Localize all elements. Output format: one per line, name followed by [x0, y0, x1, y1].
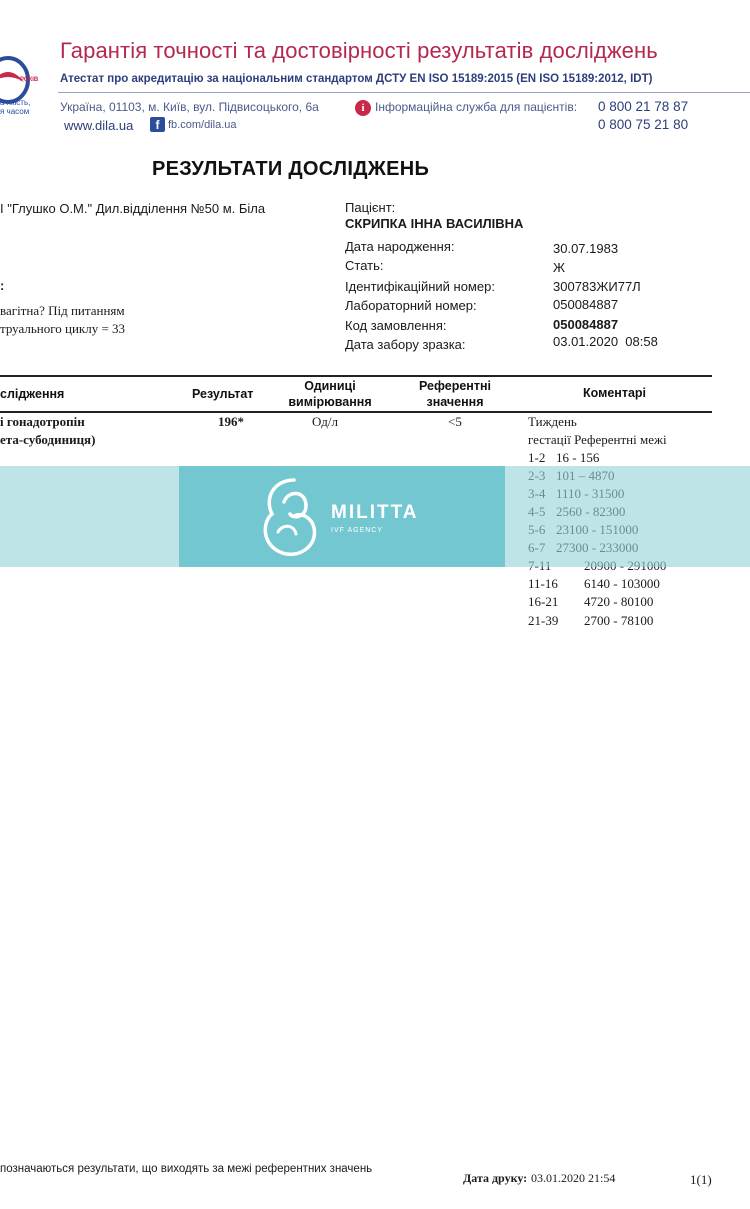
sample-date-value: 03.01.2020 08:58 [553, 334, 658, 349]
lab-number-value: 050084887 [553, 297, 619, 312]
comment-week: 11-16 [528, 576, 558, 591]
referrer-note-1: вагітна? Під питанням [0, 303, 125, 318]
table-top-rule [0, 375, 712, 377]
test-reference-value: <5 [448, 414, 462, 429]
logo-roky-text: РОКІВ [20, 77, 39, 83]
sex-label: Стать: [345, 258, 384, 273]
patient-label: Пацієнт: [345, 200, 396, 215]
col-result-header: Результат [192, 387, 254, 401]
facebook-icon: f [150, 117, 165, 132]
table-header-rule [0, 411, 712, 413]
col-test-header: слідження [0, 387, 65, 401]
print-date-value: 03.01.2020 21:54 [531, 1171, 616, 1185]
print-date-label: Дата друку: [463, 1171, 528, 1185]
header-divider [58, 92, 750, 93]
militta-logo-icon [254, 472, 329, 560]
comment-range: 4720 - 80100 [584, 594, 654, 609]
referrer-note-2: труального циклу = 33 [0, 321, 126, 336]
footer-note: позначаються результати, що виходять за межі референтних значень [0, 1163, 373, 1175]
referrer-colon: : [0, 278, 5, 293]
comment-week: 1-2 [528, 450, 546, 465]
facebook-link[interactable]: fb.com/dila.ua [168, 119, 237, 131]
sex-value: Ж [553, 260, 566, 275]
sample-date-label: Дата забору зразка: [345, 337, 466, 352]
watermark-brand: MILITTA [331, 502, 419, 523]
test-result-value: 196* [218, 414, 244, 429]
comment-range: 2700 - 78100 [584, 613, 654, 628]
test-name-line-1: і гонадотропін [0, 414, 85, 429]
comment-range: 16 - 156 [556, 450, 600, 465]
comment-week: 16-21 [528, 594, 559, 609]
patient-name: СКРИПКА ІННА ВАСИЛІВНА [345, 216, 524, 231]
referrer-clinic: І "Глушко О.М." Дил.відділення №50 м. Біла [0, 201, 266, 216]
comment-ref-head: гестації Референтні межі [528, 432, 667, 447]
watermark-sub: IVF AGENCY [331, 527, 384, 534]
test-units-value: Од/л [312, 414, 338, 429]
document-title: РЕЗУЛЬТАТИ ДОСЛІДЖЕНЬ [152, 158, 430, 180]
col-comments-header: Коментарі [583, 386, 647, 400]
info-icon: i [355, 100, 371, 116]
accreditation-line: Атестат про акредитацію за національним стандартом ДСТУ EN ISO 15189:2015 (EN ISO 15189:2012, IDT) [60, 73, 653, 85]
comment-week-head: Тиждень [528, 414, 577, 429]
test-name-line-2: ета-субодиниця) [0, 432, 96, 447]
comment-range: 6140 - 103000 [584, 576, 660, 591]
lab-address: Україна, 01103, м. Київ, вул. Підвисоцького, 6а [60, 100, 319, 114]
page-number: 1(1) [690, 1172, 712, 1187]
birthdate-value: 30.07.1983 [553, 241, 619, 256]
info-phone-1: 0 800 21 78 87 [598, 99, 689, 114]
col-units-header: Одиниці вимірювання [288, 379, 372, 409]
order-code-value: 050084887 [553, 317, 619, 332]
order-code-label: Код замовлення: [345, 318, 447, 333]
comment-week: 21-39 [528, 613, 559, 628]
id-number-value: 300783ЖИ77Л [553, 279, 641, 294]
col-reference-header: Референтні значення [419, 379, 491, 409]
birthdate-label: Дата народження: [345, 239, 455, 254]
lab-number-label: Лабораторний номер: [345, 298, 477, 313]
website-link[interactable]: www.dila.ua [64, 118, 134, 133]
id-number-label: Ідентифікаційний номер: [345, 279, 495, 294]
logo-caption: а якість, я часом [0, 98, 31, 116]
header-title: Гарантія точності та достовірності результатів досліджень [60, 38, 658, 63]
info-service-label: Інформаційна служба для пацієнтів: [375, 100, 578, 114]
info-phone-2: 0 800 75 21 80 [598, 117, 689, 132]
